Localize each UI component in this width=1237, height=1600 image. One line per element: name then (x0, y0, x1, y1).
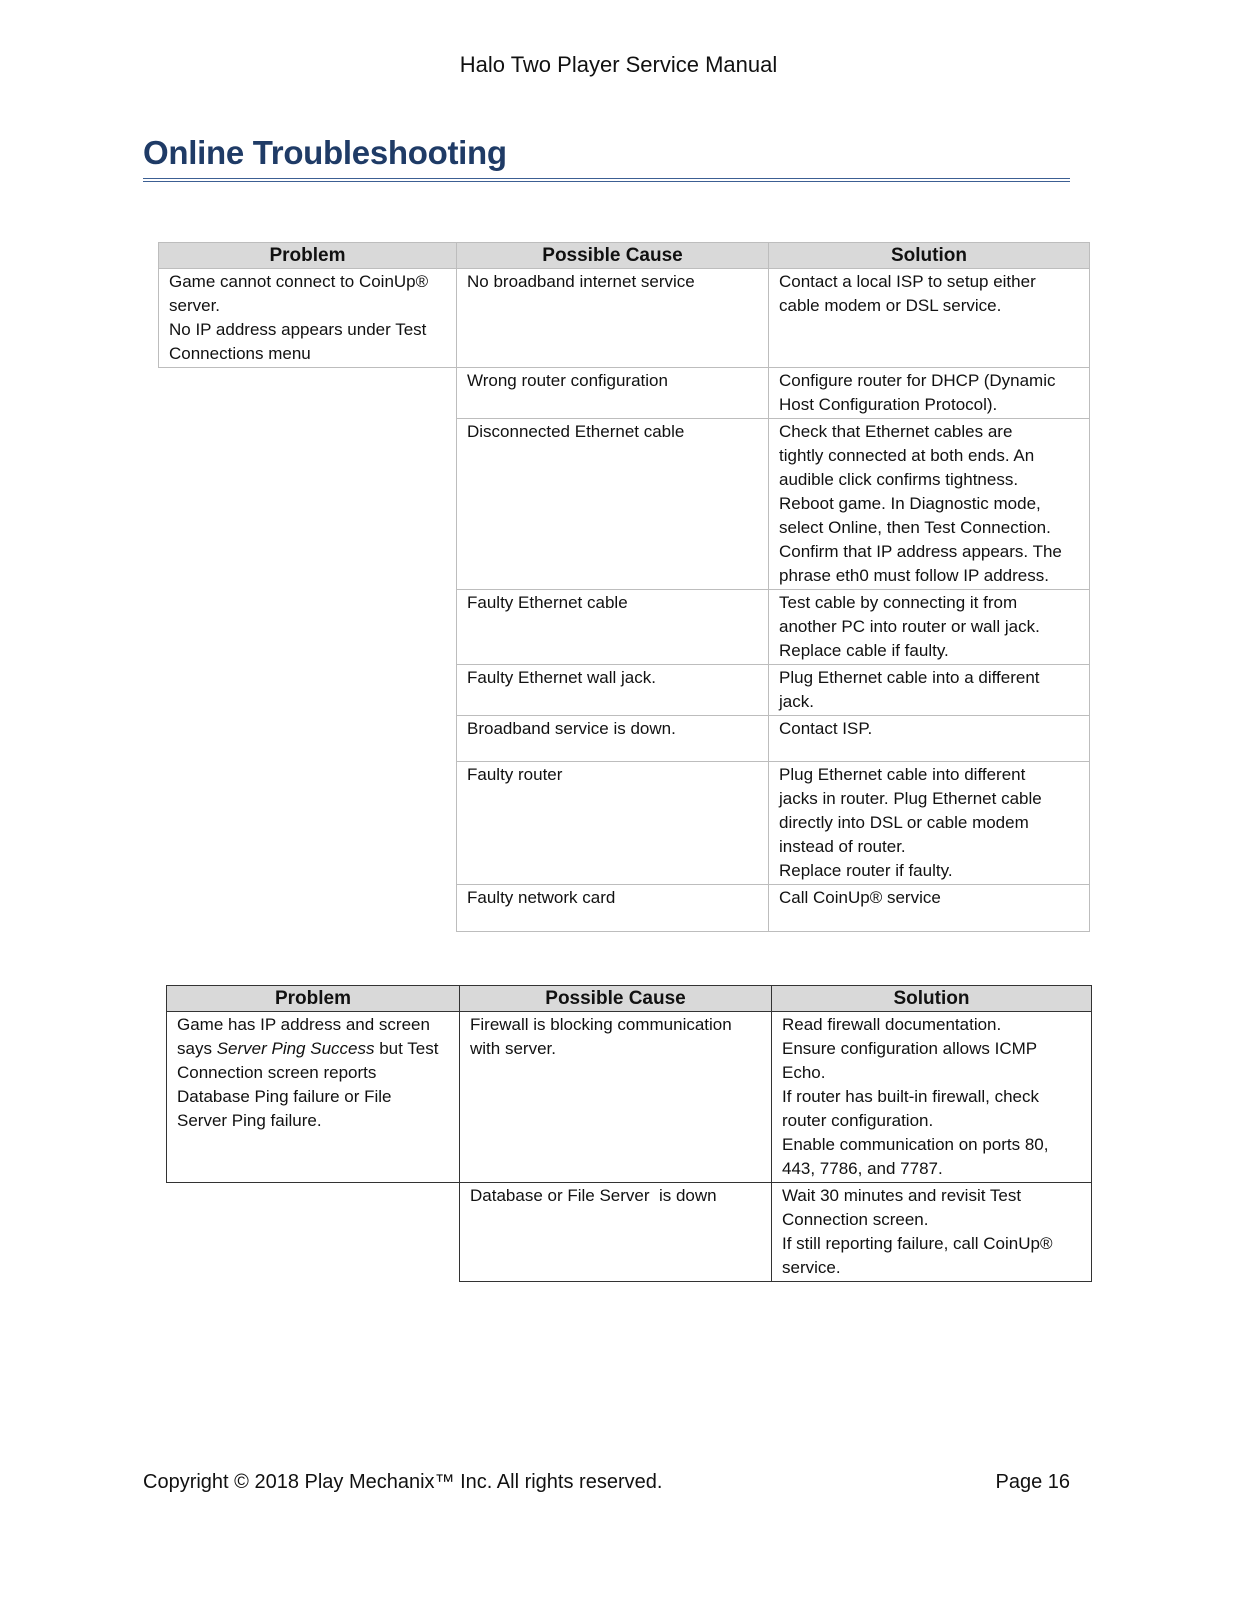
table-row (159, 269, 1090, 368)
page-footer (143, 1471, 1070, 1494)
section-title (143, 134, 1070, 182)
solution-cell (772, 1012, 1092, 1183)
solution-cell (769, 269, 1090, 368)
empty-cell (159, 762, 457, 885)
text-line: Wait 30 minutes and revisit Test (782, 1186, 1022, 1205)
text-fragment: says (177, 1039, 217, 1058)
text-line: Faulty Ethernet cable (467, 593, 628, 612)
table-row (167, 1183, 1092, 1282)
text-line: 443, 7786, and 7787. (782, 1159, 943, 1178)
cause-cell (457, 885, 769, 932)
text-line: Game has IP address and screen (177, 1015, 430, 1034)
text-line: If still reporting failure, call CoinUp® (782, 1234, 1053, 1253)
text-line: Database or File Server is down (470, 1186, 717, 1205)
solution-cell (772, 1183, 1092, 1282)
text-line: jack. (779, 692, 814, 711)
table-header-row (159, 243, 1090, 269)
solution-cell (769, 762, 1090, 885)
cause-cell (460, 1012, 772, 1183)
text-line: Replace router if faulty. (779, 861, 953, 880)
text-line: Firewall is blocking communication (470, 1015, 732, 1034)
text-line: If router has built-in firewall, check (782, 1087, 1039, 1106)
text-line: Host Configuration Protocol). (779, 395, 998, 414)
empty-cell (167, 1183, 460, 1282)
text-fragment: but Test (374, 1039, 439, 1058)
text-line: service. (782, 1258, 841, 1277)
problem-cell (159, 269, 457, 368)
column-header-cause: Possible Cause (460, 986, 772, 1012)
cause-cell (457, 716, 769, 762)
text-line: Game cannot connect to CoinUp® (169, 272, 429, 291)
cause-cell (457, 269, 769, 368)
cause-cell (457, 762, 769, 885)
text-line: Server Ping failure. (177, 1111, 322, 1130)
empty-cell (159, 368, 457, 419)
solution-cell (769, 368, 1090, 419)
empty-cell (159, 885, 457, 932)
table-row (159, 885, 1090, 932)
text-line: instead of router. (779, 837, 906, 856)
text-line: Connections menu (169, 344, 311, 363)
empty-cell (159, 665, 457, 716)
text-line: Contact a local ISP to setup either (779, 272, 1036, 291)
cause-cell (457, 368, 769, 419)
solution-cell (769, 716, 1090, 762)
text-line: Replace cable if faulty. (779, 641, 949, 660)
text-line: Database Ping failure or File (177, 1087, 392, 1106)
solution-cell (769, 419, 1090, 590)
table-row (167, 1012, 1092, 1183)
text-line: Call CoinUp® service (779, 888, 941, 907)
page-number: Page 16 (995, 1471, 1070, 1493)
text-line: Check that Ethernet cables are (779, 422, 1013, 441)
column-header-problem: Problem (167, 986, 460, 1012)
text-line: jacks in router. Plug Ethernet cable (779, 789, 1042, 808)
emphasized-text: Server Ping Success (216, 1039, 375, 1058)
text-line: No broadband internet service (467, 272, 695, 291)
text-line: another PC into router or wall jack. (779, 617, 1040, 636)
copyright-text: Copyright © 2018 Play Mechanix™ Inc. All rights reserved. (143, 1471, 663, 1493)
text-line: Read firewall documentation. (782, 1015, 1002, 1034)
text-line: Faulty router (467, 765, 563, 784)
text-line: cable modem or DSL service. (779, 296, 1002, 315)
empty-cell (159, 590, 457, 665)
text-line: Connection screen reports (177, 1063, 377, 1082)
section-title-text: Online Troubleshooting (143, 134, 507, 171)
text-line: Confirm that IP address appears. The (779, 542, 1062, 561)
table-row (159, 762, 1090, 885)
text-line: tightly connected at both ends. An (779, 446, 1035, 465)
cause-cell (457, 419, 769, 590)
table-row (159, 590, 1090, 665)
text-line: Wrong router configuration (467, 371, 668, 390)
text-line: Echo. (782, 1063, 826, 1082)
text-line: No IP address appears under Test (169, 320, 427, 339)
problem-cell (167, 1012, 460, 1183)
text-line: select Online, then Test Connection. (779, 518, 1051, 537)
page-header: Halo Two Player Service Manual (459, 52, 778, 77)
text-line: Contact ISP. (779, 719, 873, 738)
text-line: Ensure configuration allows ICMP (782, 1039, 1038, 1058)
column-header-solution: Solution (772, 986, 1092, 1012)
cause-cell (460, 1183, 772, 1282)
troubleshooting-table-connect (158, 242, 1090, 932)
column-header-solution: Solution (769, 243, 1090, 269)
text-line: Faulty network card (467, 888, 616, 907)
text-line: Plug Ethernet cable into different (779, 765, 1026, 784)
table-row (159, 665, 1090, 716)
troubleshooting-table-ping (166, 985, 1092, 1282)
column-header-problem: Problem (159, 243, 457, 269)
text-line: server. (169, 296, 221, 315)
cause-cell (457, 590, 769, 665)
text-line: Test cable by connecting it from (779, 593, 1018, 612)
text-line: with server. (470, 1039, 556, 1058)
text-line: Plug Ethernet cable into a different (779, 668, 1040, 687)
text-line: Configure router for DHCP (Dynamic (779, 371, 1056, 390)
text-line: router configuration. (782, 1111, 934, 1130)
column-header-cause: Possible Cause (457, 243, 769, 269)
text-line: Disconnected Ethernet cable (467, 422, 685, 441)
text-line: Enable communication on ports 80, (782, 1135, 1049, 1154)
text-line: Connection screen. (782, 1210, 929, 1229)
cause-cell (457, 665, 769, 716)
table-header-row (167, 986, 1092, 1012)
text-line: Faulty Ethernet wall jack. (467, 668, 656, 687)
table-row (159, 716, 1090, 762)
text-line: audible click confirms tightness. (779, 470, 1019, 489)
text-line: Broadband service is down. (467, 719, 676, 738)
empty-cell (159, 716, 457, 762)
text-line (177, 1037, 449, 1061)
solution-cell (769, 665, 1090, 716)
text-line: directly into DSL or cable modem (779, 813, 1029, 832)
empty-cell (159, 419, 457, 590)
text-line: Reboot game. In Diagnostic mode, (779, 494, 1041, 513)
table-row (159, 419, 1090, 590)
table-row (159, 368, 1090, 419)
solution-cell (769, 590, 1090, 665)
text-line: phrase eth0 must follow IP address. (779, 566, 1049, 585)
solution-cell (769, 885, 1090, 932)
